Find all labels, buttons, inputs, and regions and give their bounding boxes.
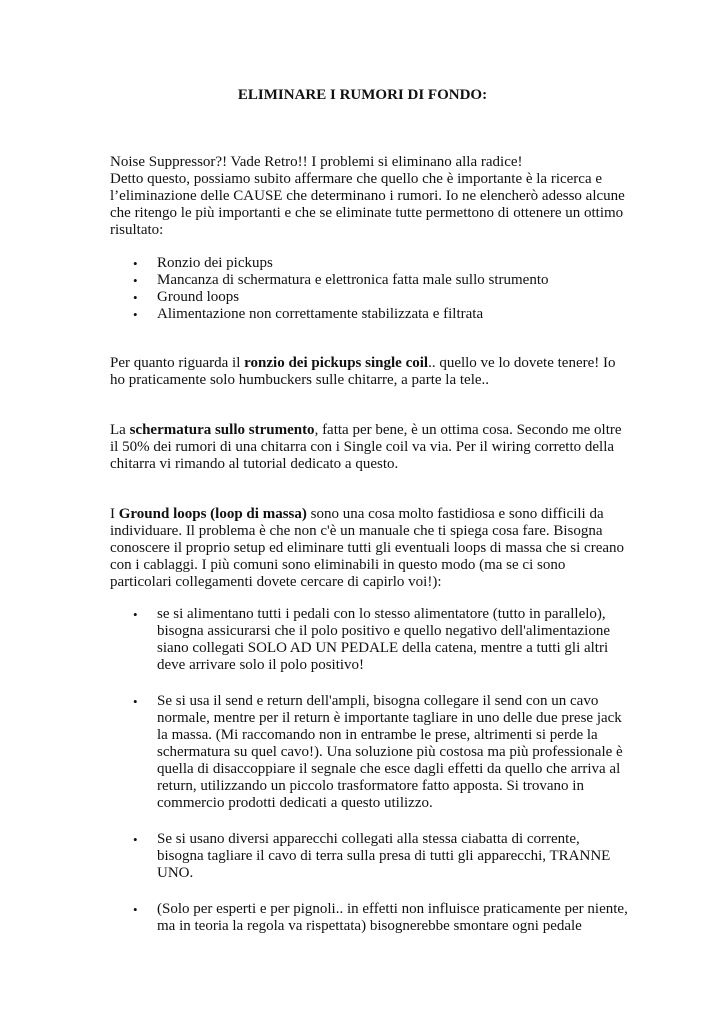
shielding-emphasis: schermatura sullo strumento: [129, 422, 315, 438]
list-item: • Mancanza di schermatura e elettronica fatta male sullo strumento: [133, 272, 549, 288]
fixes-list: [110, 606, 630, 954]
page-title: ELIMINARE I RUMORI DI FONDO:: [237, 87, 488, 103]
intro-paragraph: [110, 154, 630, 239]
list-item: • Ronzio dei pickups: [133, 255, 273, 271]
list-item: • Ground loops: [133, 289, 240, 305]
groundloops-emphasis: Ground loops (loop di massa): [118, 506, 307, 522]
list-item: • (Solo per esperti e per pignoli.. in effetti non influisce praticamente per niente, ma in teoria la regola va rispettata) bisognerebbe smontare ogni pedale: [133, 901, 628, 934]
intro-line1: Noise Suppressor?! Vade Retro!! I problemi si eliminano alla radice!: [110, 154, 523, 170]
list-item: • Se si usano diversi apparecchi collegati alla stessa ciabatta di corrente, bisogna tagliare il cavo di terra sulla presa di tutti gli apparecchi, TRANNE UNO.: [133, 831, 611, 881]
groundloops-paragraph: I Ground loops (loop di massa) sono una cosa molto fastidiosa e sono difficili da individuare. Il problema è che non c'è un manuale che ti spiega cosa fare. Bisogna conoscere il proprio setup ed eliminare tutti gli eventuali loops di massa che si creano con i cablaggi. I più comuni sono eliminabili in questo modo (ma se ci sono particolari collegamenti dovete cercare di capirlo voi!):: [110, 506, 625, 590]
pickups-emphasis: ronzio dei pickups single coil: [244, 355, 429, 371]
pickups-paragraph: Per quanto riguarda il ronzio dei pickups single coil.. quello ve lo dovete tenere! Io ho praticamente solo humbuckers sulle chitarre, a parte la tele..: [110, 355, 616, 388]
bullet-icon: •: [133, 290, 138, 305]
intro-body: Detto questo, possiamo subito affermare che quello che è importante è la ricerca e l’eliminazione delle CAUSE che determinano i rumori. Io ne elencherò adesso alcune che ritengo le più importanti e che se eliminate tutte permettono di ottenere un ottimo risultato:: [110, 171, 625, 238]
causes-list: [110, 255, 630, 323]
list-item: • Alimentazione non correttamente stabilizzata e filtrata: [133, 306, 484, 322]
bullet-icon: •: [133, 256, 138, 271]
bullet-icon: •: [133, 694, 138, 709]
list-item: • se si alimentano tutti i pedali con lo stesso alimentatore (tutto in parallelo), bisogna assicurarsi che il polo positivo e quello negativo dell'alimentazione siano collegati SOLO AD UN PEDALE della catena, mentre a tutti gli altri deve arrivare solo il polo positivo!: [133, 606, 611, 673]
shielding-paragraph: La schermatura sullo strumento, fatta per bene, è un ottima cosa. Secondo me oltre il 50% dei rumori di una chitarra con i Single coil va via. Per il wiring corretto della chitarra vi rimando al tutorial dedicato a questo.: [110, 422, 622, 472]
list-item: • Se si usa il send e return dell'ampli, bisogna collegare il send con un cavo normale, mentre per il return è importante tagliare in uno delle due prese jack la massa. (Mi raccomando non in entrambe le prese, altrimenti si perde la schermatura su quel cavo!). Una soluzione più costosa ma più professionale è quella di disaccoppiare il segnale che esce dagli effetti da quello che arriva al return, utilizzando un piccolo trasformatore fatto apposta. Si trovano in commercio prodotti dedicati a questo utilizzo.: [133, 693, 623, 811]
bullet-icon: •: [133, 607, 138, 622]
bullet-icon: •: [133, 832, 138, 847]
bullet-icon: •: [133, 902, 138, 917]
bullet-icon: •: [133, 273, 138, 288]
bullet-icon: •: [133, 307, 138, 322]
